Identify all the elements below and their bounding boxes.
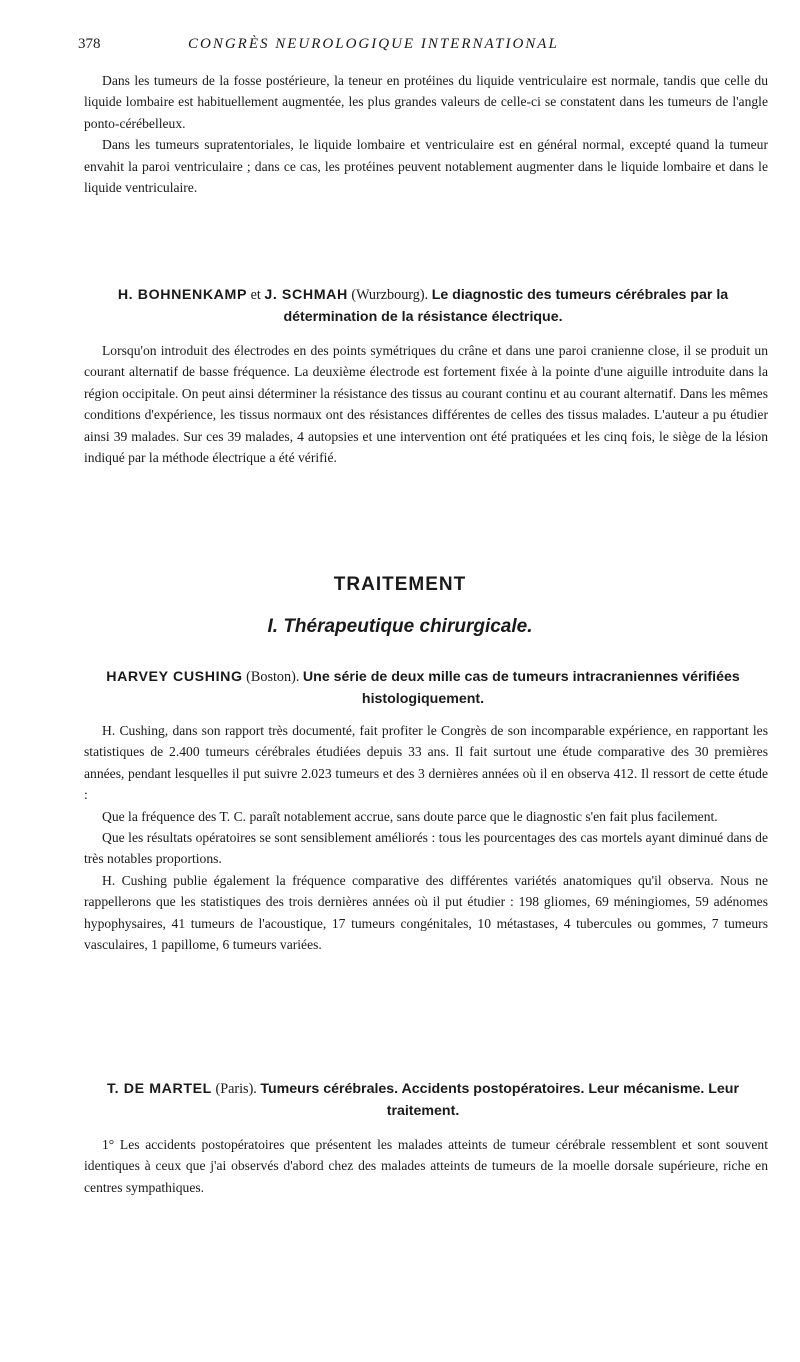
paragraph: Dans les tumeurs supratentoriales, le liquide lombaire et ventriculaire est en général normal, excepté quand la tumeur envahit la paroi ventriculaire ; dans ce cas, les protéines peuvent notablement augmenter dans le liquide lombaire et dans le liquide ventriculaire. [84,137,768,196]
entry-place: (Boston). [246,669,300,685]
entry-title: Une série de deux mille cas de tumeurs intracraniennes vérifiées histologiquement. [302,669,740,707]
entry-title: Tumeurs cérébrales. Accidents postopératoires. Leur mécanisme. Leur traitement. [260,1081,739,1119]
entry-heading [78,666,768,710]
paragraph: H. Cushing publie également la fréquence comparative des différentes variétés anatomiques qu'il observa. Nous ne rappellerons que les statistiques des trois dernières années où il put étudier : 198 gliomes, 69 méningiomes, 59 adénomes hypophysaires, 41 tumeurs de l'acoustique, 17 tumeurs congénitales, 10 métastases, 4 tubercules ou gommes, 7 tumeurs vasculaires, 1 papillome, 6 tumeurs variées. [84,872,768,953]
entry-heading [78,284,768,328]
running-header [78,36,768,58]
paragraph: 1° Les accidents postopératoires que présentent les malades atteints de tumeur cérébrale ressemblent et sont souvent identiques à ceux que j'ai observés d'abord chez des malades atteints de tumeurs de la moelle dorsale supérieure, riche en centres sympathiques. [84,1137,768,1195]
paragraph: Que les résultats opératoires se sont sensiblement améliorés : tous les pourcentages des cas mortels ayant diminué dans de très notables proportions. [84,830,768,867]
entry-place: (Wurzbourg). [351,287,429,303]
journal-title: CONGRÈS NEUROLOGIQUE INTERNATIONAL [188,36,559,52]
entry-author: J. SCHMAH [264,287,348,303]
section-title: TRAITEMENT [333,574,467,595]
entry-cushing-heading [78,666,768,710]
page-number: 378 [78,36,101,52]
paragraph: H. Cushing, dans son rapport très documenté, fait profiter le Congrès de son incomparable expérience, en rapportant les statistiques de 2.400 tumeurs cérébrales étudiées depuis 33 ans. Il fait surtout une étude comparative des 30 premières années, pendant lesquelles il put suivre 2.023 tumeurs et des 3 dernières années où il en observa 412. Il ressort de cette étude : [84,723,768,803]
paragraph: Que la fréquence des T. C. paraît notablement accrue, sans doute parce que le diagnostic s'en fait plus facilement. [102,808,718,824]
entry-bohnenkamp-heading [78,284,768,328]
entry-connector: et [250,287,261,303]
entry-martel-body [84,1134,768,1198]
entry-author: H. BOHNENKAMP [117,287,248,303]
entry-author: T. DE MARTEL [106,1081,212,1097]
entry-place: (Paris). [215,1081,257,1097]
entry-heading [78,1078,768,1122]
paragraph: Dans les tumeurs de la fosse postérieure, la teneur en protéines du liquide ventriculaire est normale, tandis que celle du liquide lombaire est habituellement augmentée, les plus grandes valeurs de celle-ci se constatent dans les tumeurs de l'angle ponto-cérébelleux. [84,73,768,131]
entry-bohnenkamp-body [84,340,768,468]
entry-martel-heading [78,1078,768,1122]
entry-title: Le diagnostic des tumeurs cérébrales par la détermination de la résistance électrique. [283,287,729,325]
entry-author: HARVEY CUSHING [106,669,243,685]
entry-cushing-body [84,720,768,955]
intro-block [84,70,768,198]
paragraph: Lorsqu'on introduit des électrodes en des points symétriques du crâne et dans une paroi cranienne close, il se produit un courant alternatif de basse fréquence. La deuxième électrode est fortement fixée à la pointe d'une aiguille introduite dans la région occipitale. On peut ainsi déterminer la résistance des tissus au courant continu et au courant alternatif. Dans les mêmes conditions d'expérience, les tissus normaux ont des résistances différentes de celles des tissus malades. L'auteur a pu étudier ainsi 39 malades. Sur ces 39 malades, 4 autopsies et une intervention ont été pratiquées et les cinq fois, le siège de la lésion indiqué par la méthode électrique a été vérifié. [84,343,768,466]
subsection-title: I. Thérapeutique chirurgicale. [267,616,533,637]
